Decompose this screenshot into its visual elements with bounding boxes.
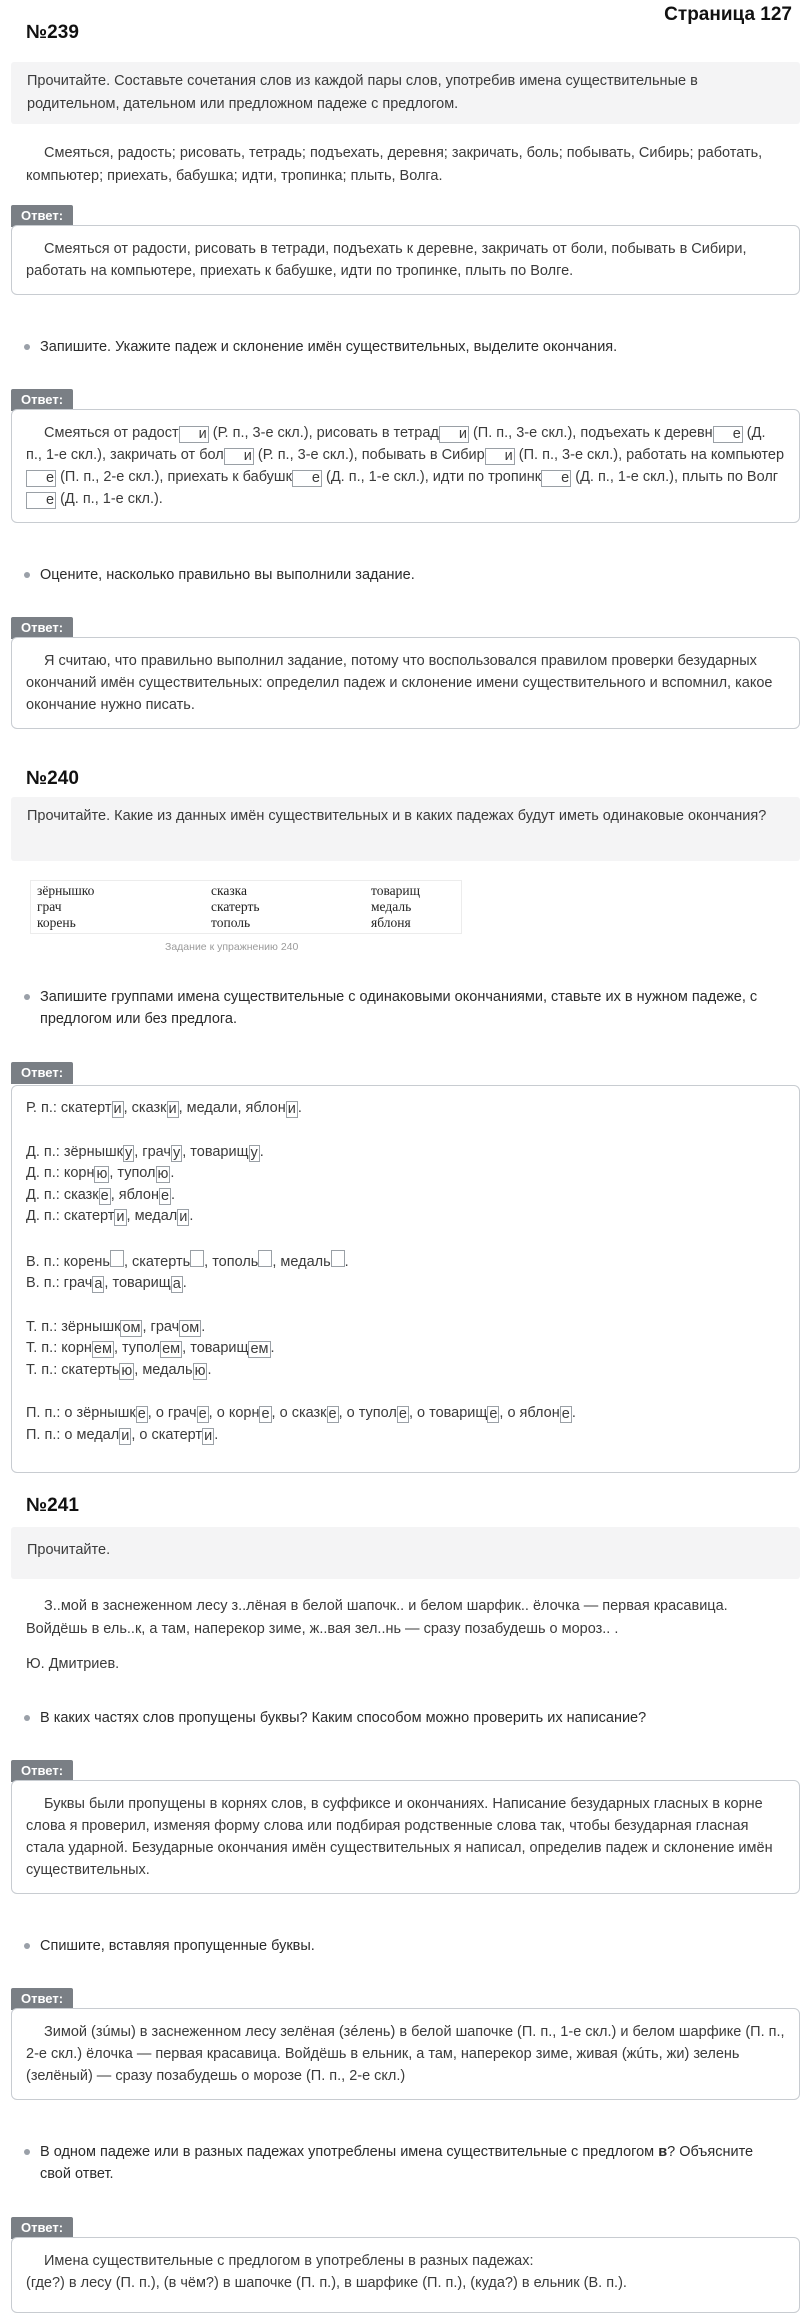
exercise-239-task bbox=[11, 62, 800, 124]
word: скатерть bbox=[211, 899, 260, 914]
exercise-241-text: З..мой в заснеженном лесу з..лёная в белой шапочк.. и белом шарфик.. ёлочка — первая красавица. Войдёшь в ель..к, а там, наперекор зиме, ж..вая зел..нь — сразу позабудешь о мороз.. . bbox=[26, 1598, 728, 1637]
ending-box: и bbox=[439, 426, 469, 443]
exercise-240-task bbox=[11, 797, 800, 861]
word: товарищ bbox=[371, 883, 421, 898]
exercise-239-number: №239 bbox=[26, 22, 79, 43]
exercise-241-number: №241 bbox=[26, 1495, 79, 1516]
task-bullet-241-1: В каких частях слов пропущены буквы? Каким способом можно проверить их написание? bbox=[22, 1707, 782, 1729]
page-number: Страница 127 bbox=[664, 4, 792, 25]
ending-box: е bbox=[292, 470, 322, 487]
word: тополь bbox=[211, 915, 251, 930]
answer-239-2 bbox=[11, 409, 800, 523]
answer-label: Ответ: bbox=[11, 389, 73, 411]
answer-text: Зимой (зúмы) в заснеженном лесу зелёная (зéлень) в белой шапочке (П. п., 1-е скл.) и белом шарфике (П. п., 2-е скл.) ёлочка — первая красавица. Войдёшь в ельник, а там, наперекор зиме, живая (жúть, жи) зелень (зелёный) — сразу позабудешь о морозе (П. п., 2-е скл.) bbox=[26, 2024, 785, 2084]
answer-241-2 bbox=[11, 2008, 800, 2100]
task-text: Прочитайте. Какие из данных имён существительных и в каких падежах будут иметь одинаковые окончания? bbox=[27, 808, 767, 824]
ending-box: е bbox=[541, 470, 571, 487]
word: яблоня bbox=[371, 915, 411, 930]
answer-label: Ответ: bbox=[11, 1988, 73, 2010]
answer-label: Ответ: bbox=[11, 1062, 73, 1084]
word: медаль bbox=[371, 899, 412, 914]
exercise-241-author: Ю. Дмитриев. bbox=[26, 1656, 120, 1672]
task-bullet-239-2: Запишите. Укажите падеж и склонение имён существительных, выделите окончания. bbox=[22, 336, 782, 358]
task-bullet-239-3: Оцените, насколько правильно вы выполнили задание. bbox=[22, 564, 782, 586]
word-table-column-3 bbox=[371, 883, 420, 931]
word: зёрнышко bbox=[37, 883, 95, 898]
answer-text: Буквы были пропущены в корнях слов, в суффиксе и окончаниях. Написание безударных гласных в корне слова я проверил, изменяя форму слова или подбирая родственные слова так, чтобы безударная гласная стала ударной. Безударные окончания имён существительных я написал, определив падеж и склонение имён существительных. bbox=[26, 1796, 773, 1878]
answer-line-1: Имена существительные с предлогом в употреблены в разных падежах: bbox=[44, 2253, 534, 2269]
word: сказка bbox=[211, 883, 248, 898]
exercise-239-word-pairs: Смеяться, радость; рисовать, тетрадь; подъехать, деревня; закричать, боль; побывать, Сибирь; работать, компьютер; приехать, бабушка; идти, тропинка; плыть, Волга. bbox=[26, 145, 763, 184]
task-bullet-240: Запишите группами имена существительные с одинаковыми окончаниями, ставьте их в нужном падеже, с предлогом или без предлога. bbox=[22, 986, 782, 1030]
answer-240: Р. п.: скатерт и , сказк и , медали, яблон и . Д. п.: зёрнышк у , грач у , товарищ у . Д. п.: корн ю , тупол ю . Д. п.: сказк е , яблон е . Д. п.: скатерт и , медал и . В. п.: корень , скатерть , тополь , медаль . В. п.: грач а , товарищ а . Т. п.: зёрнышк ом , грач ом . Т. п.: корн ем , тупол ем , товарищ ем . Т. п.: скатерть ю , медаль ю . П. п.: о зёрнышк е , о грач е , о корн е , о сказк е , о тупол е , о товарищ е , о яблон е . П. п.: о медал и , о скатерт и . bbox=[11, 1085, 800, 1473]
answer-241-3 bbox=[11, 2237, 800, 2313]
answer-label: Ответ: bbox=[11, 2217, 73, 2239]
answer-text: Смеяться от радости, рисовать в тетради, подъехать к деревне, закричать от боли, побывать в Сибири, работать на компьютере, приехать к бабушке, идти по тропинке, плыть по Волге. bbox=[26, 241, 747, 279]
answer-239-1 bbox=[11, 225, 800, 295]
answer-241-1 bbox=[11, 1780, 800, 1894]
ending-box: е bbox=[26, 470, 56, 487]
task-text: Прочитайте. bbox=[27, 1542, 111, 1558]
ending-box: и bbox=[224, 448, 254, 465]
word: корень bbox=[37, 915, 76, 930]
exercise-241-task bbox=[11, 1527, 800, 1579]
table-caption: Задание к упражнению 240 bbox=[165, 941, 299, 953]
word-table-column-2 bbox=[211, 883, 260, 931]
answer-label: Ответ: bbox=[11, 205, 73, 227]
word-table-column-1 bbox=[37, 883, 94, 931]
task-bullet-241-3: В одном падеже или в разных падежах употреблены имена существительные с предлогом в? Объясните свой ответ. bbox=[22, 2141, 782, 2185]
answer-239-3 bbox=[11, 637, 800, 729]
ending-box: е bbox=[26, 492, 56, 509]
task-bullet-241-2: Спишите, вставляя пропущенные буквы. bbox=[22, 1935, 782, 1957]
exercise-240-number: №240 bbox=[26, 768, 79, 789]
ending-box: и bbox=[179, 426, 209, 443]
task-text: Прочитайте. Составьте сочетания слов из каждой пары слов, употребив имена существительные в родительном, дательном или предложном падеже с предлогом. bbox=[27, 73, 698, 112]
word-table bbox=[30, 880, 462, 934]
word: грач bbox=[37, 899, 62, 914]
answer-text: Я считаю, что правильно выполнил задание, потому что воспользовался правилом проверки безударных окончаний имён существительных: определил падеж и склонение имени существительного и вспомнил, какое окончание нужно писать. bbox=[26, 653, 773, 713]
ending-box: и bbox=[485, 448, 515, 465]
answer-label: Ответ: bbox=[11, 1760, 73, 1782]
answer-line-2: (где?) в лесу (П. п.), (в чём?) в шапочке (П. п.), в шарфике (П. п.), (куда?) в ельник (В. п.). bbox=[26, 2275, 627, 2291]
answer-label: Ответ: bbox=[11, 617, 73, 639]
ending-box: е bbox=[713, 426, 743, 443]
answer-text: Смеяться от радост и (Р. п., 3-е скл.), рисовать в тетрад и (П. п., 3-е скл.), подъехать к деревн е (Д. п., 1-е скл.), закричать от бол и (Р. п., 3-е скл.), побывать в Сибир и (П. п., 3-е скл.), работать на компьютере (П. п., 2-е скл.), приехать к бабушк е (Д. п., 1-е скл.), идти по тропинк е (Д. п., 1-е скл.), плыть по Волге (Д. п., 1-е скл.). bbox=[26, 425, 785, 508]
